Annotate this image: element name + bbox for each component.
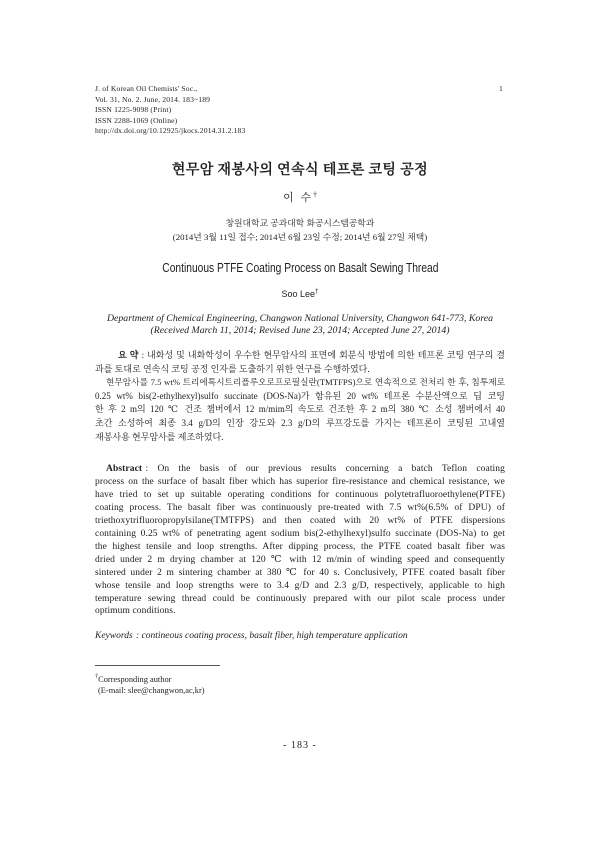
abstract-line: 한 후 2 m의 120 ℃ 건조 챔버에서 12 m/mim의 속도로 건조한 후 2 m의 380 ℃ 소성 챔버에서 40 [95,404,505,415]
corresponding-author-note [95,674,205,685]
keywords-text: : contineous coating process, basalt fiber, high temperature application [135,631,408,641]
abstract-line: dried under 2 m drying chamber at 120 ℃ with 12 m/min of winding speed and consequently [95,554,505,565]
korean-abstract [95,349,505,444]
abstract-line: 과를 토대로 연속식 코팅 공정 인자를 도출하기 위한 연구를 수행하였다. [95,363,370,374]
korean-author [0,191,600,205]
english-author-name: Soo Lee [281,289,315,299]
keywords [95,630,408,642]
corresponding-author-mark: † [313,189,317,199]
abstract-line: 재봉사용 현무암사를 제조하였다. [95,431,224,442]
abstract-line: triethoxytrifluoropropylsilane(TMTFPS) and then coated with 20 wt% of PTFE dispersions [95,515,505,526]
abstract-line: temperature sewing thread could be continuously prepared with our pilot scale process under [95,593,505,604]
footnote-mark: † [95,673,99,681]
corresponding-author-mark: † [315,288,319,295]
issn-online: ISSN 2288-1069 (Online) [95,115,178,125]
volume-info: Vol. 31, No. 2. June, 2014. 183~189 [95,94,211,104]
korean-dates: (2014년 3월 11일 접수; 2014년 6월 23일 수정; 2014년 6월 27일 채택) [172,232,428,242]
issn-print: ISSN 1225-9098 (Print) [95,105,172,115]
abstract-line: whose tensile and loop strengths were to 3.4 g/D and 2.3 g/D, respectively, applicable to high [95,580,505,591]
abstract-line: have tried to set up suitable operating conditions for continuous polytetrafluoroethylene(PTFE) [95,489,505,500]
korean-title: 현무암 재봉사의 연속식 테프론 코팅 공정 [171,163,429,178]
english-author [0,288,600,300]
english-title-text: Continuous PTFE Coating Process on Basalt Sewing Thread [161,261,439,275]
author-email: (E-mail: slee@changwon,ac,kr) [98,686,205,695]
english-title [0,259,600,277]
english-abstract-label: Abstract [106,464,143,474]
english-affiliation: Department of Chemical Engineering, Changwon National University, Changwon 641-773, Korea [106,313,494,324]
abstract-line [95,463,505,476]
english-dates: (Received March 11, 2014; Revised June 23, 2014; Accepted June 27, 2014) [150,325,450,336]
abstract-line: the highest tensile and loop strengths. After dipping process, the PTFE coated basalt fiber was [95,541,505,552]
abstract-line: 현무암사를 7.5 wt% 트리에톡시트리플루오로프로필실란(TMTFPS)으로 연속적으로 전처리 한 후, 침투제로 [106,377,505,388]
korean-affiliation: 창원대학교 공과대학 화공시스템공학과 [225,218,375,228]
korean-abstract-label: 요 약 [118,350,139,360]
footnote-divider [95,665,220,666]
english-abstract [95,463,505,618]
journal-name: J. of Korean Oil Chemists' Soc., [95,84,198,93]
abstract-line-text: : On the basis of our previous results concerning a batch Teflon coating [145,464,505,474]
korean-author-name: 이 수 [283,192,314,204]
abstract-line: 초간 소성하여 최종 3.4 g/D의 인장 강도와 2.3 g/D의 루프강도를 가지는 테프론이 코팅된 고내열 [95,417,505,428]
abstract-line-text: : 내화성 및 내화학성이 우수한 현무암사의 표면에 회분식 방법에 의한 테프론 코팅 연구의 결 [141,350,506,360]
abstract-line: sintered under 2 m sintering chamber at 380 ℃ for 40 s. Conclusively, PTFE coated basalt fiber [95,567,505,578]
abstract-line: process on the surface of basalt fiber which has superior fire-resistance and chemical resistance, we [95,476,505,487]
page-number: - 183 - [283,740,317,751]
footnote [95,674,205,696]
page-corner-number: 1 [499,84,503,93]
abstract-line: coating process. The basalt fiber was continuously pre-treated with 7.5 wt%(6.5% of DPU) of [95,502,505,513]
abstract-line: 0.25 wt% bis(2-ethylhexyl)sulfo succinate (DOS-Na)가 함유된 20 wt% 테프론 수분산액으로 딥 코팅 [95,390,505,401]
journal-info [95,84,245,137]
abstract-line: containing 0.25 wt% of penetrating agent sodium bis(2-ethylhexyl)sulfo succinate (DOS-Na) to get [95,528,505,539]
corresponding-author-label: Corresponding author [98,675,172,684]
abstract-line: optimum conditions. [95,606,176,617]
abstract-line [95,349,505,363]
keywords-label: Keywords [95,631,133,641]
doi-link[interactable]: http://dx.doi.org/10.12925/jkocs.2014.31.2.183 [95,126,246,136]
